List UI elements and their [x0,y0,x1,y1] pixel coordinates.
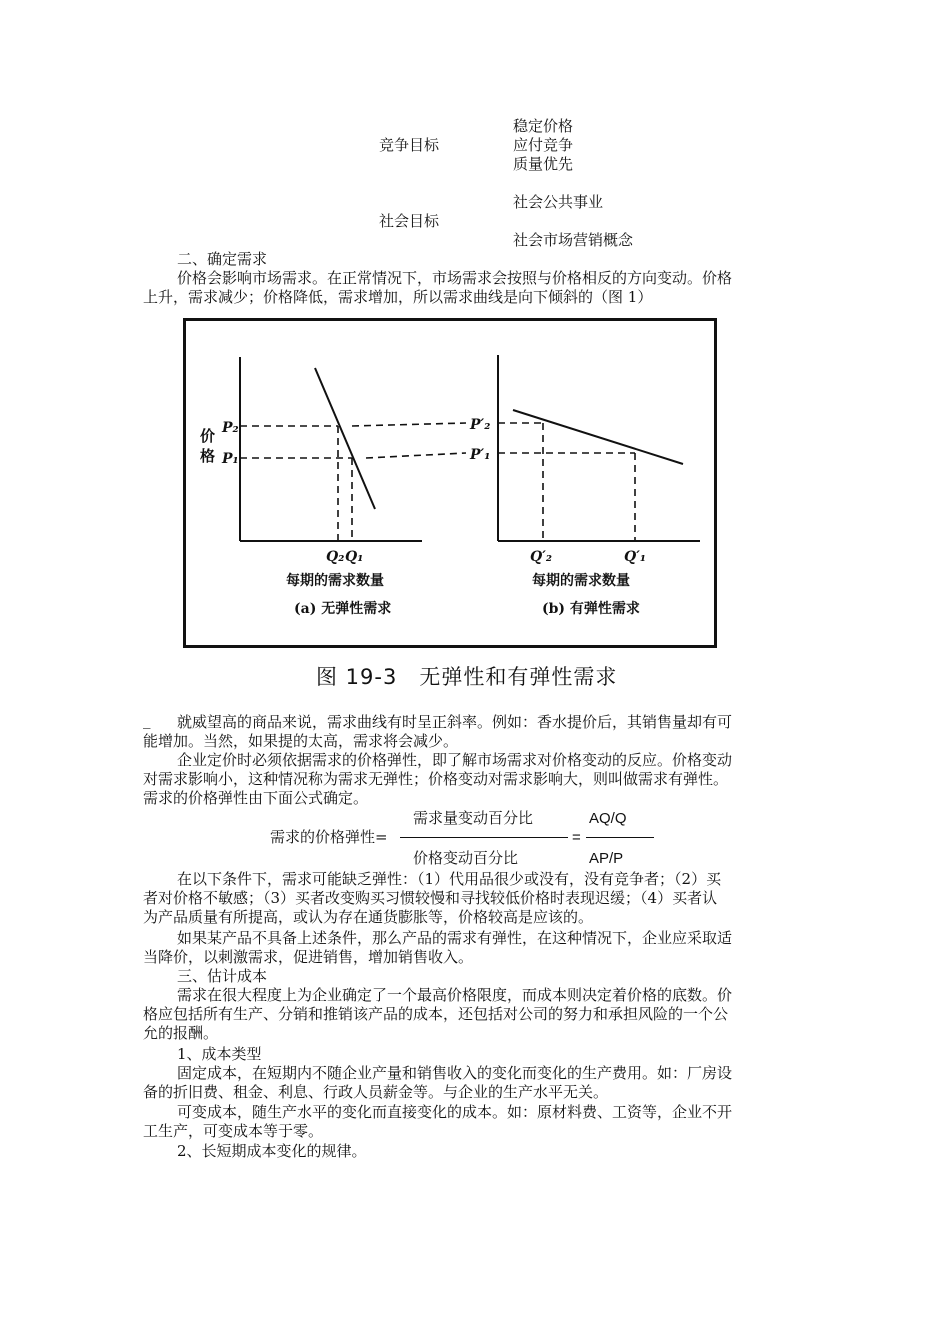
text-line: 能增加。当然，如果提的太高，需求将会减少。 [143,732,459,750]
paragraph-fixed-cost [143,1064,806,1102]
figure-frame [183,318,717,648]
right-q1-label: Q′₁ [624,549,647,565]
text-line: 如果某产品不具备上述条件，那么产品的需求有弹性，在这种情况下，企业应采取适 [177,929,733,947]
text-line: 可变成本，随生产水平的变化而直接变化的成本。如：原材料费、工资等，企业不开 [177,1103,733,1121]
text-line: 价格会影响市场需求。在正常情况下，市场需求会按照与价格相反的方向变动。价格 [177,269,733,287]
goal-item-meet-competition: 应付竞争 [513,136,574,154]
goal-item-stable-price: 稳定价格 [513,117,574,135]
left-q1-label: Q₁ [345,549,364,565]
formula-numerator-text: 需求量变动百分比 [413,809,534,827]
text-line: 固定成本，在短期内不随企业产量和销售收入的变化而变化的生产费用。如：厂房设 [177,1064,733,1082]
goal-item-public-welfare: 社会公共事业 [513,193,604,211]
paragraph-prestige [143,713,806,751]
left-p2-label: P₂ [222,420,239,436]
text-line: 格应包括所有生产、分销和推销该产品的成本，还包括对公司的努力和承担风险的一个公 [143,1005,729,1023]
right-p1-label: P′₁ [470,447,491,463]
left-x-label: 每期的需求数量 [286,573,384,589]
social-goal-label: 社会目标 [379,212,440,230]
formula-denominator-symbol: AP/P [589,850,624,867]
text-line: 对需求影响小，这种情况称为需求无弹性；价格变动对需求影响大，则叫做需求有弹性。 [143,770,729,788]
text-line: 允的报酬。 [143,1024,219,1042]
competition-goal-label: 竞争目标 [379,136,440,154]
text-line: 为产品质量有所提高，或认为存在通货膨胀等，价格较高是应该的。 [143,908,594,926]
left-subtitle: (a) 无弹性需求 [294,601,392,617]
goal-item-quality-first: 质量优先 [513,155,574,173]
paragraph-elastic-case [143,929,806,967]
text-line: 工生产，可变成本等于零。 [143,1122,324,1140]
paragraph-cost-intro [143,986,806,1043]
text-line: 上升，需求减少；价格降低，需求增加，所以需求曲线是向下倾斜的（图 1） [143,288,653,306]
figure-caption: 图 19-3 无弹性和有弹性需求 [316,665,618,689]
text-line: 就威望高的商品来说，需求曲线有时呈正斜率。例如：香水提价后，其销售量却有可 [177,713,733,731]
paragraph-conditions [143,870,806,927]
text-line: 备的折旧费、租金、利息、行政人员薪金等。与企业的生产水平无关。 [143,1083,609,1101]
formula-numerator-symbol: AQ/Q [589,810,627,827]
left-p1-label: P₁ [222,451,239,467]
left-q2-label: Q₂ [326,549,345,565]
paragraph-variable-cost [143,1103,806,1141]
left-demand-curve [315,368,375,509]
section-heading-demand: 二、确定需求 [177,250,268,268]
formula-lhs: 需求的价格弹性= [270,828,388,846]
text-line: 在以下条件下，需求可能缺乏弹性：（1）代用品很少或没有，没有竞争者；（2）买 [177,870,722,888]
formula-equals: = [572,829,581,846]
right-demand-curve [513,410,683,464]
text-line: 企业定价时必须依据需求的价格弹性，即了解市场需求对价格变动的反应。价格变动 [177,751,733,769]
prestige-marker: _ [143,711,151,729]
right-q2-label: Q′₂ [530,549,553,565]
formula-fraction-bar-right [586,837,654,838]
left-y-label-1: 价 [200,427,216,445]
text-line: 当降价，以刺激需求，促进销售，增加销售收入。 [143,948,474,966]
paragraph-demand [143,269,806,307]
formula-denominator-text: 价格变动百分比 [413,849,519,867]
formula-fraction-bar-left [400,837,568,838]
paragraph-elasticity [143,751,806,808]
text-line: 需求的价格弹性由下面公式确定。 [143,789,369,807]
section-heading-cost: 三、估计成本 [177,967,268,985]
bridge-p1-dash [366,453,466,458]
heading-cost-types: 1、成本类型 [177,1045,262,1063]
text-line: 者对价格不敏感；（3）买者改变购买习惯较慢和寻找较低价格时表现迟缓；（4）买者认 [143,889,718,907]
heading-long-short-cost: 2、长短期成本变化的规律。 [177,1142,367,1160]
right-subtitle: (b) 有弹性需求 [542,601,640,617]
bridge-p2-dash [352,423,466,426]
right-p2-label: P′₂ [470,417,491,433]
text-line: 需求在很大程度上为企业确定了一个最高价格限度，而成本则决定着价格的底数。价 [177,986,733,1004]
goal-item-social-marketing: 社会市场营销概念 [513,231,634,249]
left-y-label-2: 格 [200,447,216,465]
demand-elasticity-figure [186,321,714,645]
right-x-label: 每期的需求数量 [532,573,630,589]
